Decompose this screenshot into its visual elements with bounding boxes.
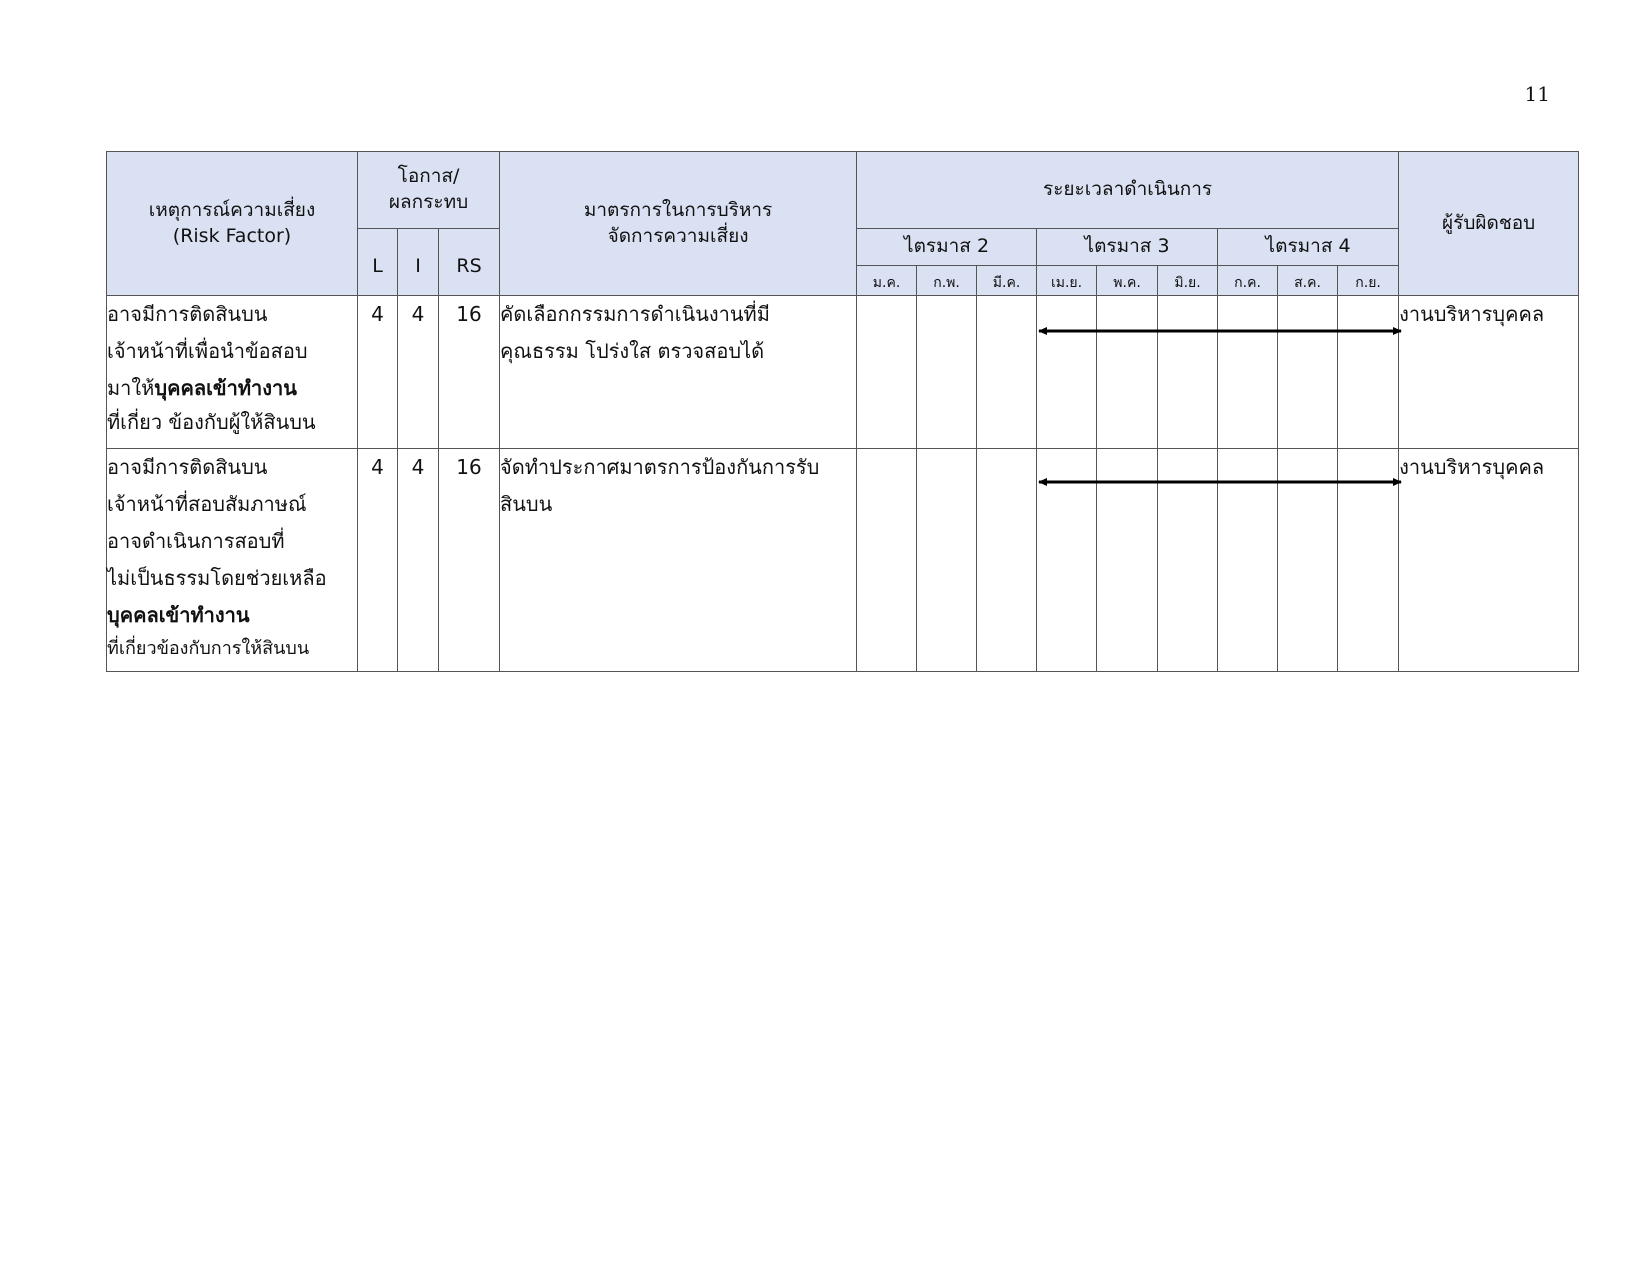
header-rs: RS	[439, 229, 500, 296]
risk-event-cell: อาจมีการติดสินบน เจ้าหน้าที่เพื่อนำข้อสอบ มาให้บุคคลเข้าทำงาน ที่เกี่ยว ข้องกับผู้ให้สินบน	[107, 296, 358, 449]
header-l: L	[358, 229, 398, 296]
header-month-jun: มิ.ย.	[1158, 266, 1218, 296]
header-period: ระยะเวลาดำเนินการ	[857, 152, 1399, 229]
responsible-cell: งานบริหารบุคคล	[1399, 296, 1579, 449]
impact-value: 4	[398, 449, 439, 672]
header-i: I	[398, 229, 439, 296]
page-number: 11	[1524, 82, 1550, 106]
header-measure: มาตรการในการบริหาร จัดการความเสี่ยง	[500, 152, 857, 296]
likelihood-value: 4	[358, 296, 398, 449]
measure-cell: คัดเลือกกรรมการดำเนินงานที่มี คุณธรรม โปร่งใส ตรวจสอบได้	[500, 296, 857, 449]
header-month-apr: เม.ย.	[1037, 266, 1097, 296]
header-quarter-2: ไตรมาส 2	[857, 229, 1037, 266]
risk-event-cell: อาจมีการติดสินบน เจ้าหน้าที่สอบสัมภาษณ์ อาจดำเนินการสอบที่ ไม่เป็นธรรมโดยช่วยเหลือ บุคคลเข้าทำงาน ที่เกี่ยวข้องกับการให้สินบน	[107, 449, 358, 672]
impact-value: 4	[398, 296, 439, 449]
header-month-jan: ม.ค.	[857, 266, 917, 296]
header-responsible: ผู้รับผิดชอบ	[1399, 152, 1579, 296]
header-month-sep: ก.ย.	[1338, 266, 1399, 296]
header-chance-impact: โอกาส/ ผลกระทบ	[358, 152, 500, 229]
likelihood-value: 4	[358, 449, 398, 672]
risk-score-value: 16	[439, 449, 500, 672]
header-month-mar: มี.ค.	[977, 266, 1037, 296]
header-month-jul: ก.ค.	[1218, 266, 1278, 296]
header-quarter-3: ไตรมาส 3	[1037, 229, 1218, 266]
header-month-feb: ก.พ.	[917, 266, 977, 296]
header-month-aug: ส.ค.	[1278, 266, 1338, 296]
header-month-may: พ.ค.	[1097, 266, 1158, 296]
header-risk-factor: เหตุการณ์ความเสี่ยง (Risk Factor)	[107, 152, 358, 296]
risk-score-value: 16	[439, 296, 500, 449]
header-quarter-4: ไตรมาส 4	[1218, 229, 1399, 266]
responsible-cell: งานบริหารบุคคล	[1399, 449, 1579, 672]
measure-cell: จัดทำประกาศมาตรการป้องกันการรับ สินบน	[500, 449, 857, 672]
